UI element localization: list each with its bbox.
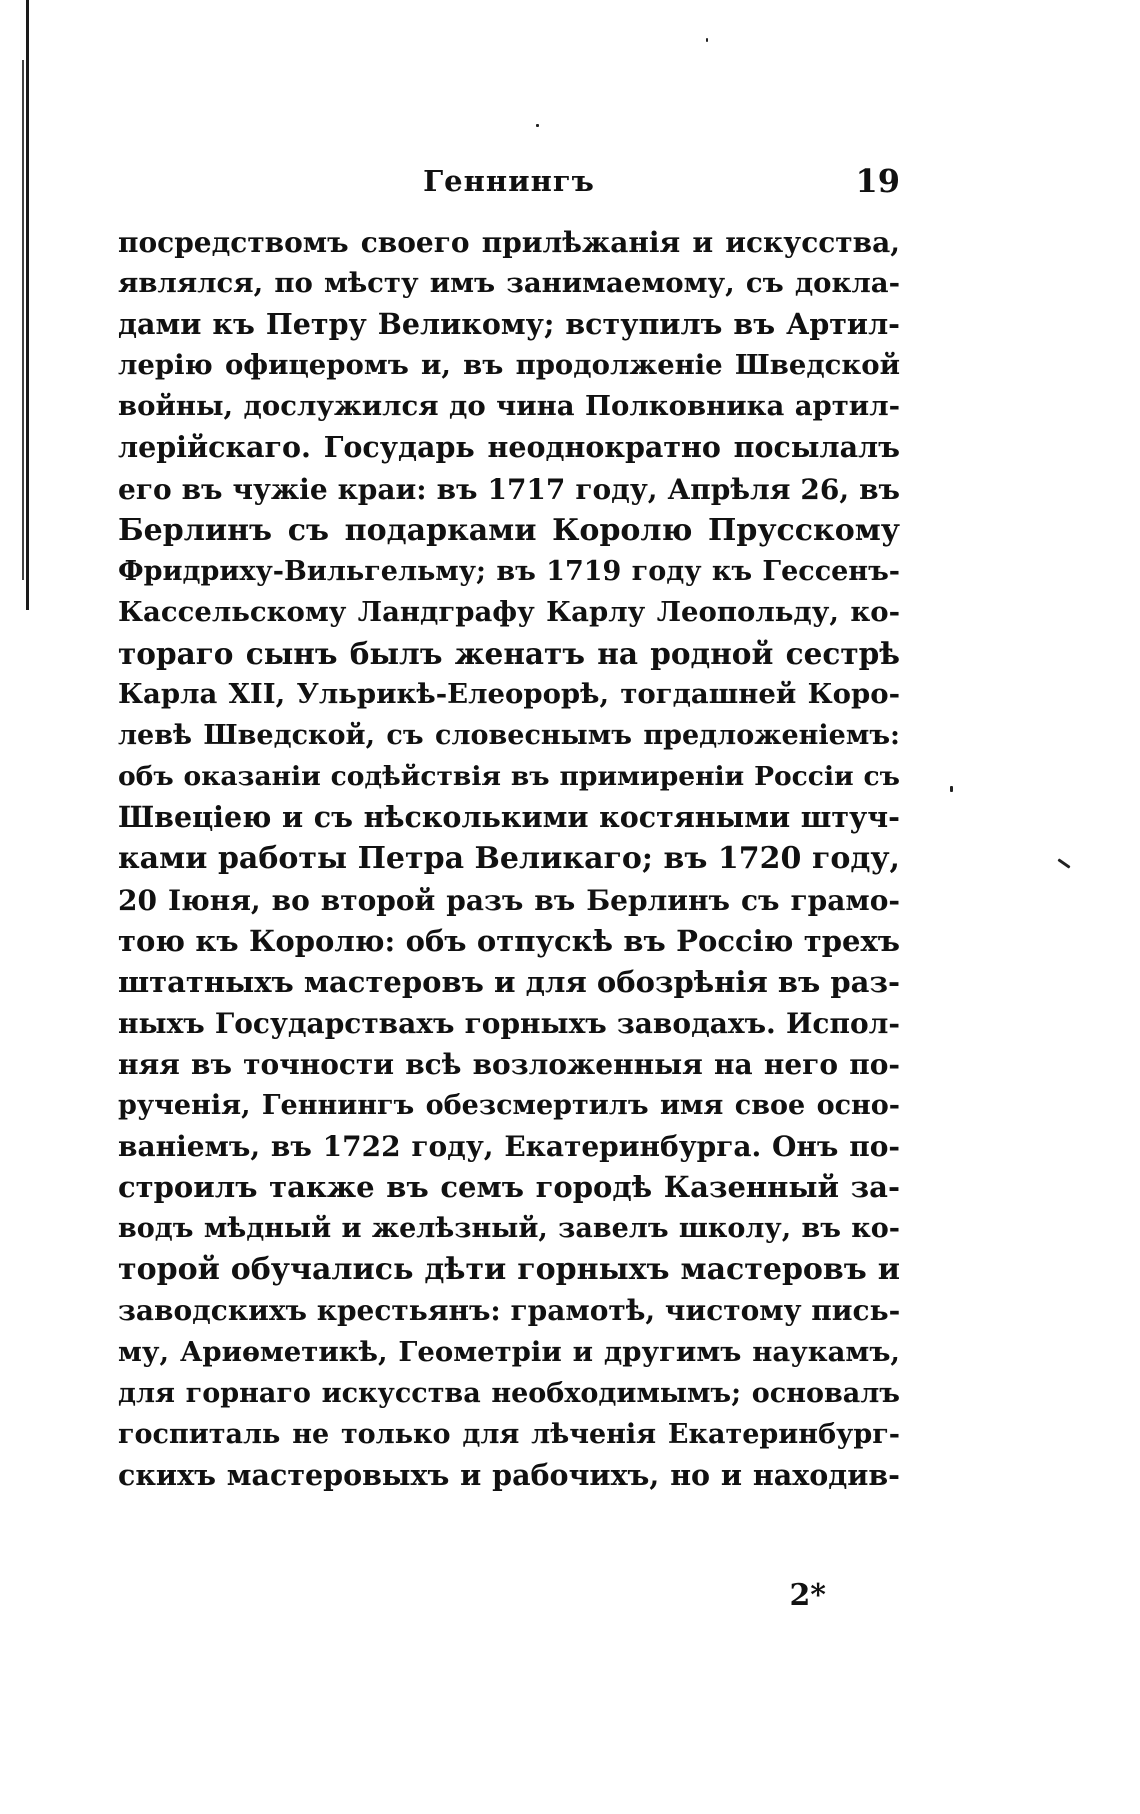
text-line: Кассельскому Ландграфу Карлу Леопольду, ко- xyxy=(118,595,900,628)
text-line: водъ мѣдный и желѣзный, завелъ школу, въ ко- xyxy=(118,1213,900,1245)
text-line: дами къ Петру Великому; вступилъ въ Артил- xyxy=(118,307,900,342)
text-line: заводскихъ крестьянъ: грамотѣ, чистому пись- xyxy=(118,1294,900,1328)
text-line: штатныхъ мастеровъ и для обозрѣнія въ раз- xyxy=(118,964,900,999)
running-title: Геннингъ xyxy=(423,164,595,198)
text-line: объ оказаніи содѣйствія въ примиреніи Россіи съ xyxy=(118,761,900,793)
text-line: торой обучались дѣти горныхъ мастеровъ и xyxy=(118,1252,900,1288)
text-line: госпиталь не только для лѣченія Екатеринбург- xyxy=(118,1418,900,1450)
binding-edge-shadow xyxy=(26,0,29,610)
print-speck xyxy=(706,38,708,42)
binding-edge-shadow-inner xyxy=(22,60,24,580)
text-line: являлся, по мѣсту имъ занимаемому, съ докла- xyxy=(118,267,900,300)
print-speck xyxy=(1057,858,1070,868)
text-line: его въ чужіе краи: въ 1717 году, Апрѣля 26, въ xyxy=(118,472,900,506)
text-line: войны, дослужился до чина Полковника артил- xyxy=(118,390,900,423)
signature-row xyxy=(118,1578,900,1618)
text-line: левѣ Шведской, съ словеснымъ предложеніемъ: xyxy=(118,720,900,752)
printer-signature-mark: 2* xyxy=(789,1578,826,1613)
text-line: Швеціею и съ нѣсколькими костяными штуч- xyxy=(118,800,900,835)
text-line: посредствомъ своего прилѣжанія и искусства, xyxy=(118,226,900,259)
text-line: Фридриху-Вильгельму; въ 1719 году къ Гессенъ- xyxy=(118,555,900,587)
text-line: тораго сынъ былъ женатъ на родной сестрѣ xyxy=(118,635,900,671)
text-line: Берлинъ съ подарками Королю Прусскому xyxy=(118,512,900,548)
text-line: ваніемъ, въ 1722 году, Екатеринбурга. Онъ по- xyxy=(118,1130,900,1164)
body-text xyxy=(118,222,900,1496)
text-line: скихъ мастеровыхъ и рабочихъ, но и находив- xyxy=(118,1457,900,1492)
text-line: няя въ точности всѣ возложенныя на него по- xyxy=(118,1047,900,1081)
text-line: Карла XII, Ульрикѣ-Елеорорѣ, тогдашней Коро- xyxy=(118,678,900,711)
text-line: для горнаго искусства необходимымъ; основалъ xyxy=(118,1377,900,1409)
text-line: тою къ Королю: объ отпускѣ въ Россію трехъ xyxy=(118,923,900,958)
print-speck xyxy=(950,786,953,792)
text-line: лерійскаго. Государь неоднократно посылалъ xyxy=(118,430,900,465)
text-line: ками работы Петра Великаго; въ 1720 году, xyxy=(118,841,900,877)
text-line: ныхъ Государствахъ горныхъ заводахъ. Испол- xyxy=(118,1006,900,1040)
text-line: строилъ также въ семъ городѣ Казенный за- xyxy=(118,1170,900,1205)
page-header xyxy=(118,164,900,204)
text-line: лерію офицеромъ и, въ продолженіе Шведской xyxy=(118,349,900,382)
text-line: му, Ариѳметикѣ, Геометріи и другимъ наукамъ, xyxy=(118,1335,900,1368)
page-number: 19 xyxy=(855,162,900,200)
print-speck xyxy=(536,124,539,127)
text-line: 20 Іюня, во второй разъ въ Берлинъ съ грамо- xyxy=(118,883,900,917)
text-line: рученія, Геннингъ обезсмертилъ имя свое осно- xyxy=(118,1089,900,1121)
